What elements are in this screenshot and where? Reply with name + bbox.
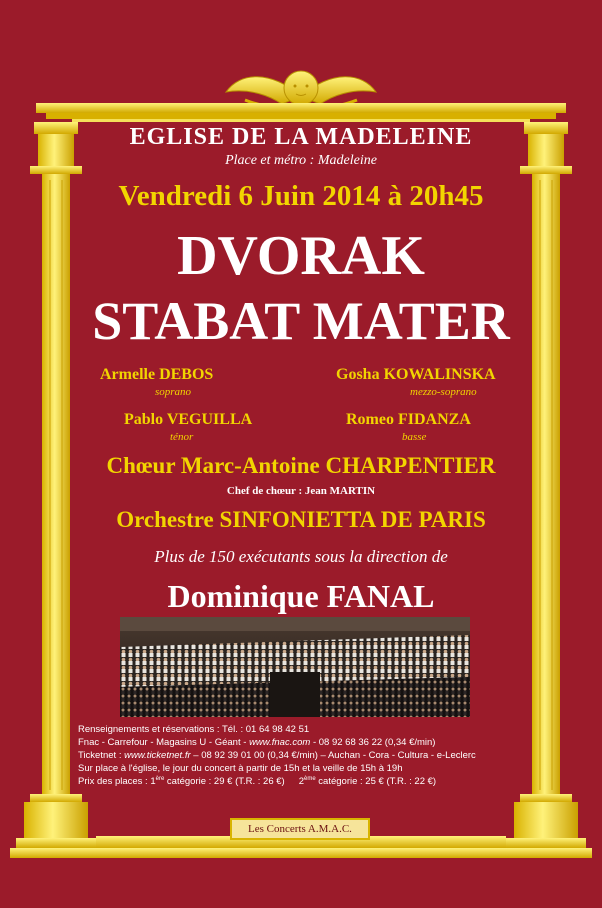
info-reservations: Renseignements et réservations : Tél. : 01 64 98 42 51: [78, 724, 310, 735]
soloist-name: Romeo FIDANZA: [346, 411, 471, 428]
soloist-role: soprano: [155, 386, 192, 398]
choir-photo-illustration: [120, 617, 470, 717]
info-text: catégorie : 29 € (T.R. : 26 €): [164, 776, 285, 787]
conductor-name: Dominique FANAL: [167, 578, 435, 614]
work-title: STABAT MATER: [92, 291, 510, 351]
info-onsite: Sur place à l'église, le jour du concert à partir de 15h et la veille de 15h à 19h: [78, 763, 403, 774]
info-text: ère: [155, 776, 165, 782]
top-cornice: [36, 103, 566, 113]
info-ticketnet: [78, 750, 476, 761]
performers-line: Plus de 150 exécutants sous la direction de: [154, 547, 448, 566]
info-text: - 08 92 68 36 22 (0,34 €/min): [310, 737, 436, 748]
info-text: Fnac - Carrefour - Magasins U - Géant -: [78, 737, 250, 748]
orchestra-name: Orchestre SINFONIETTA DE PARIS: [116, 507, 486, 532]
choir-photo: [120, 617, 470, 717]
soloist-role: basse: [402, 431, 427, 443]
venue-place: Place et métro : Madeleine: [225, 153, 377, 168]
soloist-name: Pablo VEGUILLA: [124, 411, 253, 428]
choir-name: Chœur Marc-Antoine CHARPENTIER: [106, 453, 496, 478]
choir-director: Chef de chœur : Jean MARTIN: [226, 485, 376, 497]
info-text: 2: [298, 776, 304, 787]
info-text: catégorie : 25 € (T.R. : 22 €): [315, 776, 437, 787]
info-text: Prix des places : 1: [78, 776, 156, 787]
composer-name: DVORAK: [177, 225, 425, 287]
soloist-role: mezzo-soprano: [410, 386, 477, 398]
fnac-link[interactable]: www.fnac.com: [249, 737, 311, 748]
info-text: ème: [304, 776, 316, 782]
concert-date: Vendredi 6 Juin 2014 à 20h45: [118, 180, 484, 212]
info-text: Ticketnet :: [78, 750, 125, 761]
venue-title: EGLISE DE LA MADELEINE: [129, 124, 473, 150]
ticketnet-link[interactable]: www.ticketnet.fr: [124, 750, 191, 761]
organizer-badge: Les Concerts A.M.A.C.: [230, 818, 370, 840]
info-fnac: [78, 737, 435, 748]
soloist-name: Gosha KOWALINSKA: [336, 366, 496, 383]
base-plinth: [10, 848, 592, 858]
info-text: – 08 92 39 01 00 (0,34 €/min) – Auchan - Cora - Cultura - e-Leclerc: [190, 750, 476, 761]
soloist-role: ténor: [170, 431, 194, 443]
soloist-name: Armelle DEBOS: [100, 366, 214, 383]
info-prices: [78, 776, 436, 787]
